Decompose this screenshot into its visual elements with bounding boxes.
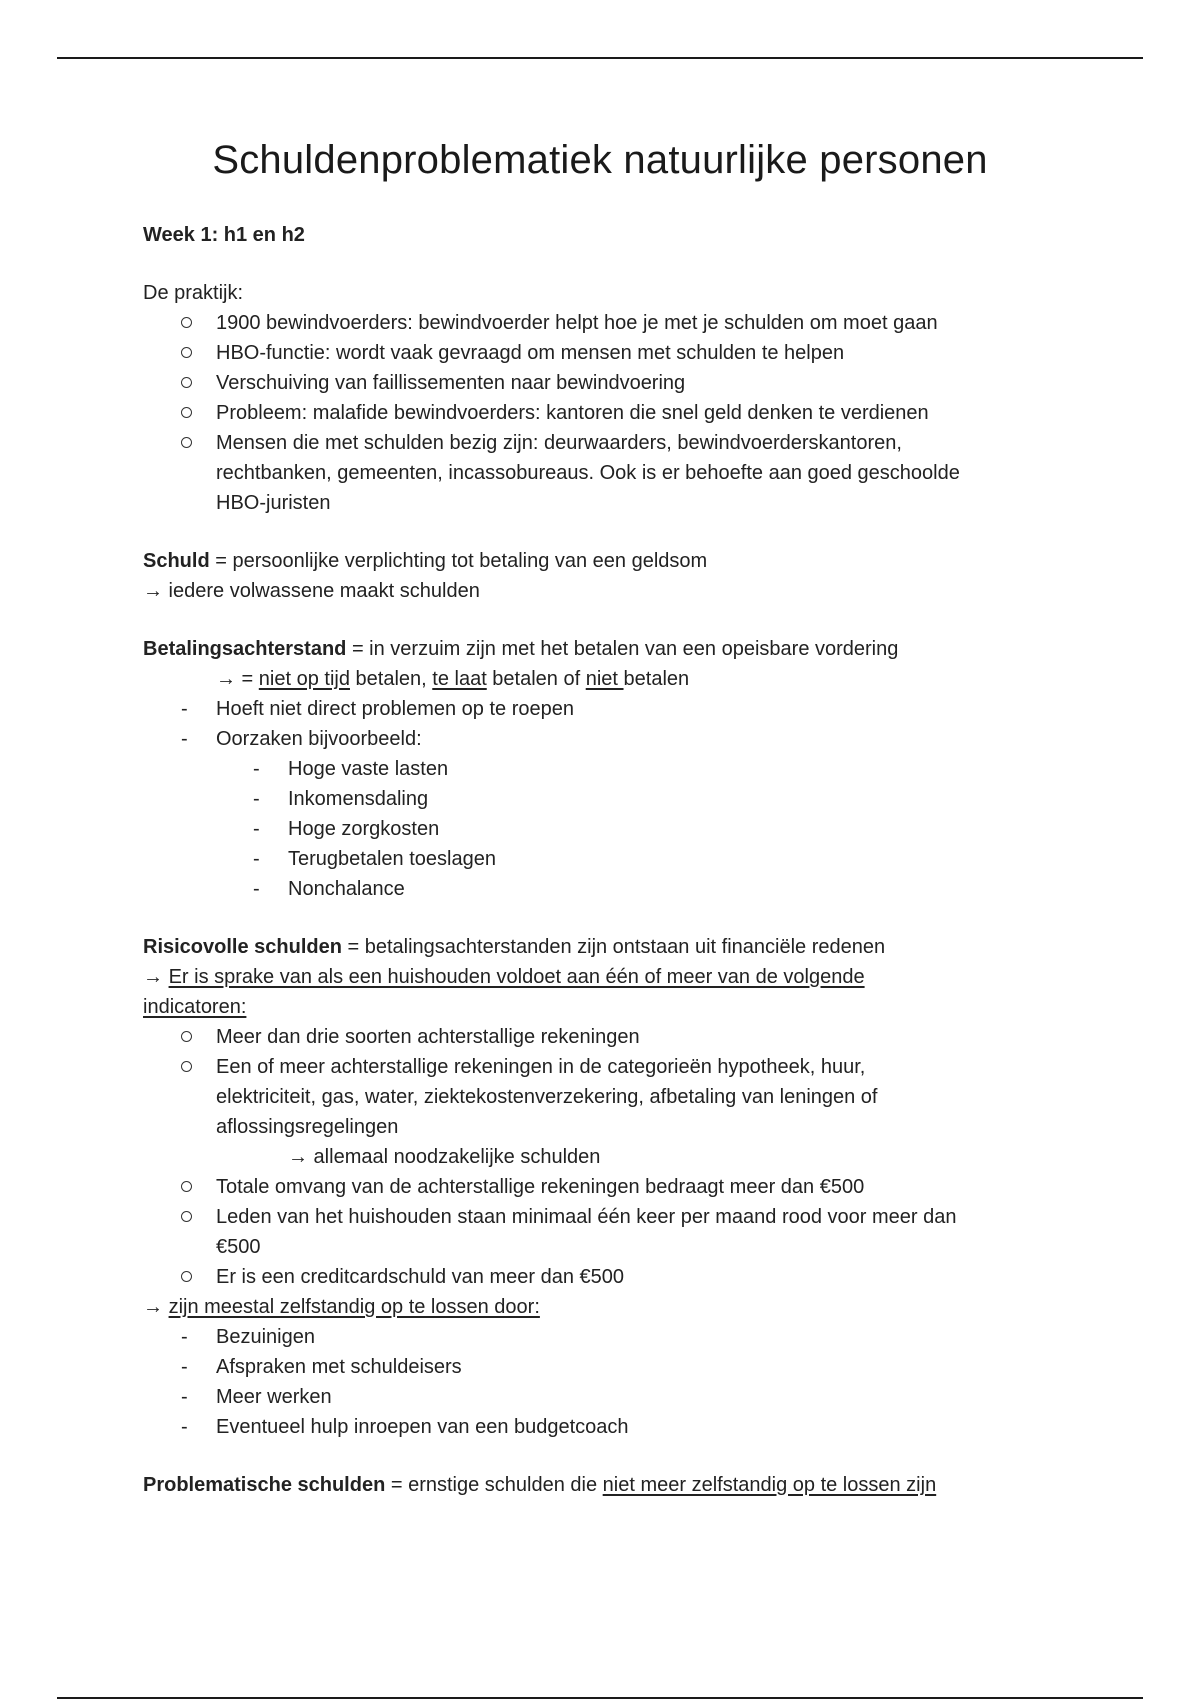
betaling-definition: Betalingsachterstand = in verzuim zijn met het betalen van een opeisbare vordering: [143, 638, 899, 660]
bullet-dash-icon: -: [181, 1326, 188, 1348]
schuld-arrow-note: → iedere volwassene maakt schulden: [143, 580, 480, 602]
bullet-dash-icon: -: [253, 848, 260, 870]
list-item-continuation: rechtbanken, gemeenten, incassobureaus. Ook is er behoefte aan goed geschoolde: [216, 462, 960, 484]
bullet-circle-icon: [181, 1022, 201, 1052]
bullet-circle-icon: [181, 368, 201, 398]
list-item: Mensen die met schulden bezig zijn: deurwaarders, bewindvoerderskantoren,: [143, 428, 1063, 458]
bullet-circle-icon: [181, 338, 201, 368]
bullet-circle-icon: [181, 1052, 201, 1082]
bullet-dash-icon: -: [253, 818, 260, 840]
list-item-continuation: HBO-juristen: [216, 492, 331, 514]
bullet-dash-icon: -: [253, 758, 260, 780]
schuld-definition: Schuld = persoonlijke verplichting tot betaling van een geldsom: [143, 550, 708, 572]
list-item: Totale omvang van de achterstallige rekeningen bedraagt meer dan €500: [143, 1172, 1063, 1202]
list-item: - Afspraken met schuldeisers: [143, 1352, 1063, 1382]
list-item: - Nonchalance: [143, 874, 1063, 904]
list-item: - Bezuinigen: [143, 1322, 1063, 1352]
list-item: HBO-functie: wordt vaak gevraagd om mensen met schulden te helpen: [143, 338, 1063, 368]
risico-definition: Risicovolle schulden = betalingsachterstanden zijn ontstaan uit financiële redenen: [143, 936, 886, 958]
problematisch-definition: Problematische schulden = ernstige schulden die niet meer zelfstandig op te lossen zijn: [143, 1474, 937, 1496]
bullet-dash-icon: -: [253, 788, 260, 810]
header-rule: [57, 57, 1143, 59]
list-item: - Inkomensdaling: [143, 784, 1063, 814]
list-item: Leden van het huishouden staan minimaal één keer per maand rood voor meer dan: [143, 1202, 1063, 1232]
bullet-dash-icon: -: [181, 728, 188, 750]
list-item: - Eventueel hulp inroepen van een budgetcoach: [143, 1412, 1063, 1442]
list-item-continuation: aflossingsregelingen: [216, 1116, 399, 1138]
bullet-dash-icon: -: [181, 698, 188, 720]
list-item: Een of meer achterstallige rekeningen in de categorieën hypotheek, huur,: [143, 1052, 1063, 1082]
list-item: - Terugbetalen toeslagen: [143, 844, 1063, 874]
list-item: Verschuiving van faillissementen naar bewindvoering: [143, 368, 1063, 398]
risico-arrow-note: → Er is sprake van als een huishouden voldoet aan één of meer van de volgende: [143, 966, 865, 988]
bullet-circle-icon: [181, 428, 201, 458]
risico-arrow-note-continuation: indicatoren:: [143, 996, 247, 1018]
list-item: 1900 bewindvoerders: bewindvoerder helpt hoe je met je schulden om moet gaan: [143, 308, 1063, 338]
bullet-circle-icon: [181, 308, 201, 338]
list-item: Probleem: malafide bewindvoerders: kantoren die snel geld denken te verdienen: [143, 398, 1063, 428]
list-item: - Hoge vaste lasten: [143, 754, 1063, 784]
list-item-continuation: elektriciteit, gas, water, ziektekostenverzekering, afbetaling van leningen of: [216, 1086, 878, 1108]
list-item-arrow-note: → allemaal noodzakelijke schulden: [288, 1146, 601, 1168]
bullet-circle-icon: [181, 1262, 201, 1292]
list-item: - Oorzaken bijvoorbeeld:: [143, 724, 1063, 754]
document-title: Schuldenproblematiek natuurlijke personen: [212, 138, 988, 182]
bullet-circle-icon: [181, 1172, 201, 1202]
document-body: [143, 220, 1063, 1500]
praktijk-heading: De praktijk:: [143, 282, 244, 304]
bullet-dash-icon: -: [253, 878, 260, 900]
list-item: - Meer werken: [143, 1382, 1063, 1412]
oplos-arrow-note: → zijn meestal zelfstandig op te lossen door:: [143, 1296, 540, 1318]
list-item: Meer dan drie soorten achterstallige rekeningen: [143, 1022, 1063, 1052]
week-heading: Week 1: h1 en h2: [143, 224, 305, 246]
bullet-circle-icon: [181, 398, 201, 428]
list-item: Er is een creditcardschuld van meer dan €500: [143, 1262, 1063, 1292]
bullet-circle-icon: [181, 1202, 201, 1232]
list-item: - Hoeft niet direct problemen op te roepen: [143, 694, 1063, 724]
bullet-dash-icon: -: [181, 1386, 188, 1408]
footer-rule: [57, 1697, 1143, 1699]
bullet-dash-icon: -: [181, 1356, 188, 1378]
bullet-dash-icon: -: [181, 1416, 188, 1438]
list-item: - Hoge zorgkosten: [143, 814, 1063, 844]
list-item-continuation: €500: [216, 1236, 261, 1258]
betaling-arrow-note: → = niet op tijd betalen, te laat betalen of niet betalen: [216, 668, 690, 690]
